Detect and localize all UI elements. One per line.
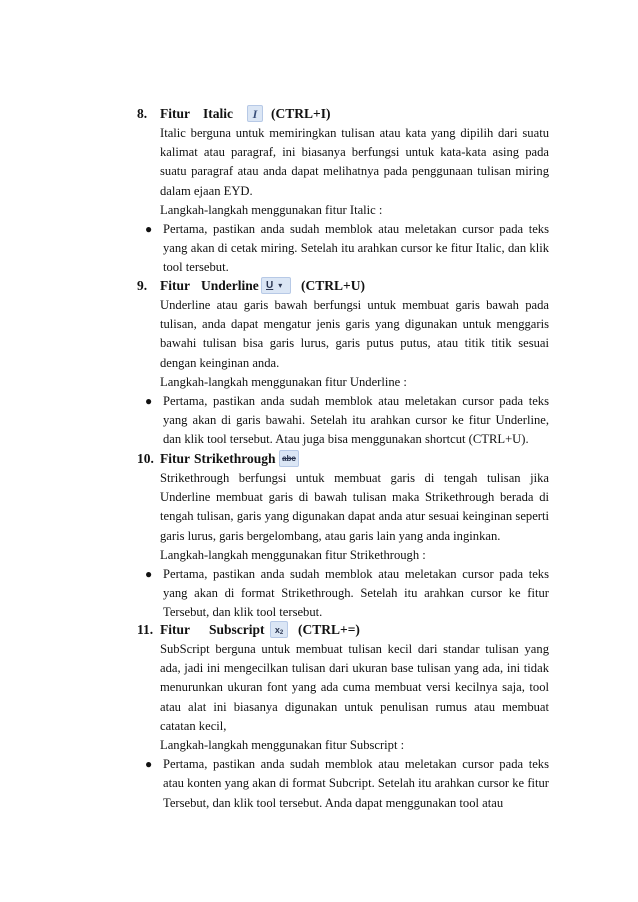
italic-icon: I bbox=[247, 105, 263, 122]
feature-name: Strikethrough bbox=[194, 451, 276, 466]
fitur-label: Fitur bbox=[160, 451, 190, 466]
bullet-icon: ● bbox=[145, 222, 153, 237]
feature-description: SubScript berguna untuk membuat tulisan kecil dari standar tulisan yang ada, jadi ini mengecilkan tulisan dari ukuran base tulisan yang ada, ini tidak menurunkan ukuran font yang ada cuma membuat versi kecilnya saja, tool atau alat ini biasanya digunakan untuk penulisan rumus atau membuat catatan kecil, bbox=[160, 642, 549, 733]
feature-name: Italic bbox=[203, 106, 233, 121]
bullet-list bbox=[137, 220, 549, 278]
bullet-list bbox=[137, 565, 549, 623]
bullet-icon: ● bbox=[145, 394, 153, 409]
steps-label: Langkah-langkah menggunakan fitur Italic : bbox=[160, 202, 383, 217]
shortcut: (CTRL+I) bbox=[271, 106, 331, 121]
strikethrough-icon: abc bbox=[279, 450, 299, 467]
list-item: ● Pertama, pastikan anda sudah memblok atau meletakan cursor pada teks atau konten yang akan di format Subcript. Setelah itu arahkan cursor ke fitur Tersebut, dan klik tool tersebut. Anda dapat menggunakan tool atau bbox=[145, 757, 549, 810]
section-underline bbox=[137, 276, 549, 450]
section-heading bbox=[137, 620, 549, 640]
feature-description: Strikethrough berfungsi untuk membuat garis di tengah tulisan jika Underline membuat garis di bawah tulisan maka Strikethrough berada di tengah tulisan, garis yang digunakan dapat anda atur sesuai keinginan seperti garis lurus, garis bergelombang, atau garis lain yang anda inginkan. bbox=[160, 471, 549, 543]
section-heading bbox=[137, 104, 549, 124]
list-item: ● Pertama, pastikan anda sudah memblok atau meletakan cursor pada teks yang akan di format Strikethrough. Setelah itu arahkan cursor ke fitur Tersebut, dan klik tool tersebut. bbox=[145, 567, 549, 620]
bullet-list bbox=[137, 755, 549, 813]
section-number: 8. bbox=[137, 106, 148, 121]
section-subscript bbox=[137, 620, 549, 813]
feature-name: Underline bbox=[201, 278, 259, 293]
bullet-list bbox=[137, 392, 549, 450]
steps-label: Langkah-langkah menggunakan fitur Subscript : bbox=[160, 738, 405, 753]
section-heading bbox=[137, 276, 549, 296]
fitur-label: Fitur bbox=[160, 106, 190, 121]
fitur-label: Fitur bbox=[160, 278, 190, 293]
section-number: 10. bbox=[137, 451, 154, 466]
section-number: 11. bbox=[137, 622, 154, 637]
underline-icon: U ▾ bbox=[261, 277, 291, 294]
steps-label: Langkah-langkah menggunakan fitur Underline : bbox=[160, 374, 407, 389]
chevron-down-icon: ▾ bbox=[278, 280, 283, 290]
steps-label: Langkah-langkah menggunakan fitur Strikethrough : bbox=[160, 547, 426, 562]
fitur-label: Fitur bbox=[160, 622, 190, 637]
feature-description: Underline atau garis bawah berfungsi untuk membuat garis bawah pada tulisan, anda dapat mengatur jenis garis yang digunakan untuk menggaris bawahi tulisan bisa garis lurus, garis putus putus, atau titik titik sesuai dengan keinginan anda. bbox=[160, 298, 549, 370]
list-item: ● Pertama, pastikan anda sudah memblok atau meletakan cursor pada teks yang akan di cetak miring. Setelah itu arahkan cursor ke fitur Italic, dan klik tool tersebut. bbox=[145, 222, 549, 275]
shortcut: (CTRL+=) bbox=[298, 622, 360, 637]
bullet-icon: ● bbox=[145, 567, 153, 582]
section-italic bbox=[137, 104, 549, 278]
feature-name: Subscript bbox=[209, 622, 265, 637]
list-item: ● Pertama, pastikan anda sudah memblok atau meletakan cursor pada teks yang akan di garis bawahi. Setelah itu arahkan cursor ke fitur Underline, dan klik tool tersebut. Atau juga bisa menggunakan shortcut (CTRL+U). bbox=[145, 394, 549, 447]
section-heading bbox=[137, 449, 549, 469]
section-number: 9. bbox=[137, 278, 148, 293]
subscript-icon: x 2 bbox=[270, 621, 288, 638]
section-strikethrough bbox=[137, 449, 549, 623]
shortcut: (CTRL+U) bbox=[301, 278, 365, 293]
bullet-icon: ● bbox=[145, 757, 153, 772]
feature-description: Italic berguna untuk memiringkan tulisan atau kata yang dipilih dari suatu kalimat atau paragraf, ini biasanya berfungsi untuk kata-kata asing pada suatu paragraf atau anda dapat melihatnya pada penggunaan tulisan miring dalam ejaan EYD. bbox=[160, 126, 549, 198]
